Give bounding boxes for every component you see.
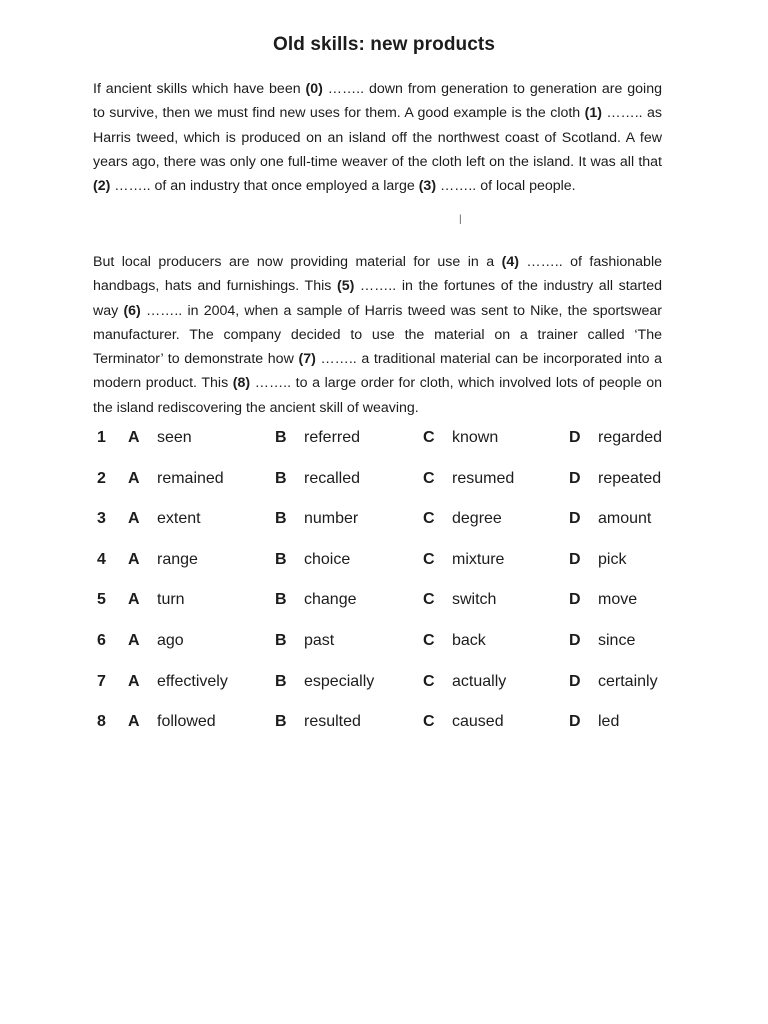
option-c[interactable]: switch xyxy=(452,591,497,608)
option-b[interactable]: referred xyxy=(304,429,361,446)
option-letter-b: B xyxy=(275,551,287,568)
option-d[interactable]: amount xyxy=(598,510,652,527)
option-letter-c: C xyxy=(423,591,435,608)
option-d[interactable]: repeated xyxy=(598,470,662,487)
question-row-2 xyxy=(0,470,768,498)
question-number: 3 xyxy=(97,510,106,527)
passage-paragraph-2 xyxy=(93,250,662,420)
question-number: 7 xyxy=(97,673,106,690)
option-b[interactable]: number xyxy=(304,510,359,527)
option-letter-b: B xyxy=(275,591,287,608)
option-letter-d: D xyxy=(569,510,581,527)
option-letter-a: A xyxy=(128,632,140,649)
passage-text: …….. a traditional material can be incorporated into a modern product. This xyxy=(93,351,663,392)
option-letter-c: C xyxy=(423,470,435,487)
option-letter-d: D xyxy=(569,673,581,690)
option-letter-d: D xyxy=(569,713,581,730)
option-d[interactable]: move xyxy=(598,591,638,608)
option-c[interactable]: caused xyxy=(452,713,504,730)
page-title: Old skills: new products xyxy=(273,34,495,55)
question-number: 2 xyxy=(97,470,106,487)
option-letter-d: D xyxy=(569,551,581,568)
option-a[interactable]: remained xyxy=(157,470,224,487)
question-number: 4 xyxy=(97,551,106,568)
option-letter-d: D xyxy=(569,429,581,446)
passage-text: …….. to a large order for cloth, which involved lots of people on the island rediscovering the ancient skill of weaving. xyxy=(93,375,662,416)
option-c[interactable]: mixture xyxy=(452,551,505,568)
passage-text: …….. as Harris tweed, which is produced on an island off the northwest coast of Scotland. A few years ago, there was only one full-time weaver of the cloth left on the island. It was all that xyxy=(93,105,662,170)
option-b[interactable]: recalled xyxy=(304,470,361,487)
option-letter-c: C xyxy=(423,632,435,649)
option-d[interactable]: pick xyxy=(598,551,627,568)
passage-text: …….. of an industry that once employed a large xyxy=(110,178,419,195)
option-c[interactable]: back xyxy=(452,632,486,649)
option-c[interactable]: resumed xyxy=(452,470,515,487)
passage-text: …….. of fashionable handbags, hats and furnishings. This xyxy=(93,254,662,295)
option-letter-c: C xyxy=(423,429,435,446)
passage-text: …….. in the fortunes of the industry all started way xyxy=(93,278,663,319)
option-d[interactable]: certainly xyxy=(598,673,658,690)
option-letter-a: A xyxy=(128,673,140,690)
question-row-4 xyxy=(0,551,768,579)
option-letter-c: C xyxy=(423,713,435,730)
gap-marker-5: (5) xyxy=(336,278,355,295)
option-d[interactable]: since xyxy=(598,632,636,649)
option-letter-d: D xyxy=(569,591,581,608)
gap-marker-3: (3) xyxy=(418,178,437,195)
option-letter-a: A xyxy=(128,429,140,446)
passage-text: But local producers are now providing material for use in a xyxy=(93,254,502,270)
question-number: 6 xyxy=(97,632,106,649)
question-number: 5 xyxy=(97,591,106,608)
passage-text: If ancient skills which have been xyxy=(93,81,306,97)
option-letter-b: B xyxy=(275,429,287,446)
option-letter-a: A xyxy=(128,470,140,487)
passage-text: …….. down from generation to generation are going to survive, then we must find new uses for them. A good example is the cloth xyxy=(93,81,662,122)
stray-pen-mark: | xyxy=(459,214,462,225)
option-b[interactable]: choice xyxy=(304,551,351,568)
option-a[interactable]: extent xyxy=(157,510,201,527)
option-b[interactable]: especially xyxy=(304,673,375,690)
question-row-6 xyxy=(0,632,768,660)
option-letter-d: D xyxy=(569,632,581,649)
gap-marker-4: (4) xyxy=(501,254,519,270)
option-a[interactable]: effectively xyxy=(157,673,228,690)
option-a[interactable]: range xyxy=(157,551,198,568)
option-letter-a: A xyxy=(128,591,140,608)
option-d[interactable]: regarded xyxy=(598,429,663,446)
gap-marker-0: (0) xyxy=(305,81,323,97)
option-letter-a: A xyxy=(128,510,140,527)
gap-marker-2: (2) xyxy=(93,178,111,195)
option-a[interactable]: followed xyxy=(157,713,216,730)
option-letter-b: B xyxy=(275,510,287,527)
option-c[interactable]: known xyxy=(452,429,499,446)
option-letter-b: B xyxy=(275,632,287,649)
option-c[interactable]: actually xyxy=(452,673,507,690)
passage-text: …….. of local people. xyxy=(436,178,576,195)
option-letter-b: B xyxy=(275,470,287,487)
option-letter-d: D xyxy=(569,470,581,487)
option-letter-c: C xyxy=(423,510,435,527)
option-letter-c: C xyxy=(423,551,435,568)
gap-marker-1: (1) xyxy=(584,105,602,122)
question-row-3 xyxy=(0,510,768,538)
passage-paragraph-1 xyxy=(93,77,662,198)
passage-text: …….. in 2004, when a sample of Harris tweed was sent to Nike, the sportswear manufacturer. The company decided to use the material on a trainer called ‘The Terminator’ to demonstrate how xyxy=(93,302,662,368)
option-b[interactable]: resulted xyxy=(304,713,361,730)
option-a[interactable]: turn xyxy=(157,591,185,608)
option-letter-a: A xyxy=(128,551,140,568)
question-number: 1 xyxy=(97,429,106,446)
gap-marker-6: (6) xyxy=(123,302,141,319)
question-row-7 xyxy=(0,673,768,701)
option-letter-c: C xyxy=(423,673,435,690)
question-row-1 xyxy=(0,429,768,457)
option-b[interactable]: past xyxy=(304,632,335,649)
option-b[interactable]: change xyxy=(304,591,357,608)
option-letter-b: B xyxy=(275,713,287,730)
gap-marker-8: (8) xyxy=(232,375,251,392)
question-row-8 xyxy=(0,713,768,741)
option-d[interactable]: led xyxy=(598,713,620,730)
option-letter-b: B xyxy=(275,673,287,690)
option-a[interactable]: seen xyxy=(157,429,192,446)
question-row-5 xyxy=(0,591,768,619)
option-letter-a: A xyxy=(128,713,140,730)
option-a[interactable]: ago xyxy=(157,632,184,649)
option-c[interactable]: degree xyxy=(452,510,502,527)
gap-marker-7: (7) xyxy=(298,351,316,368)
question-number: 8 xyxy=(97,713,106,730)
